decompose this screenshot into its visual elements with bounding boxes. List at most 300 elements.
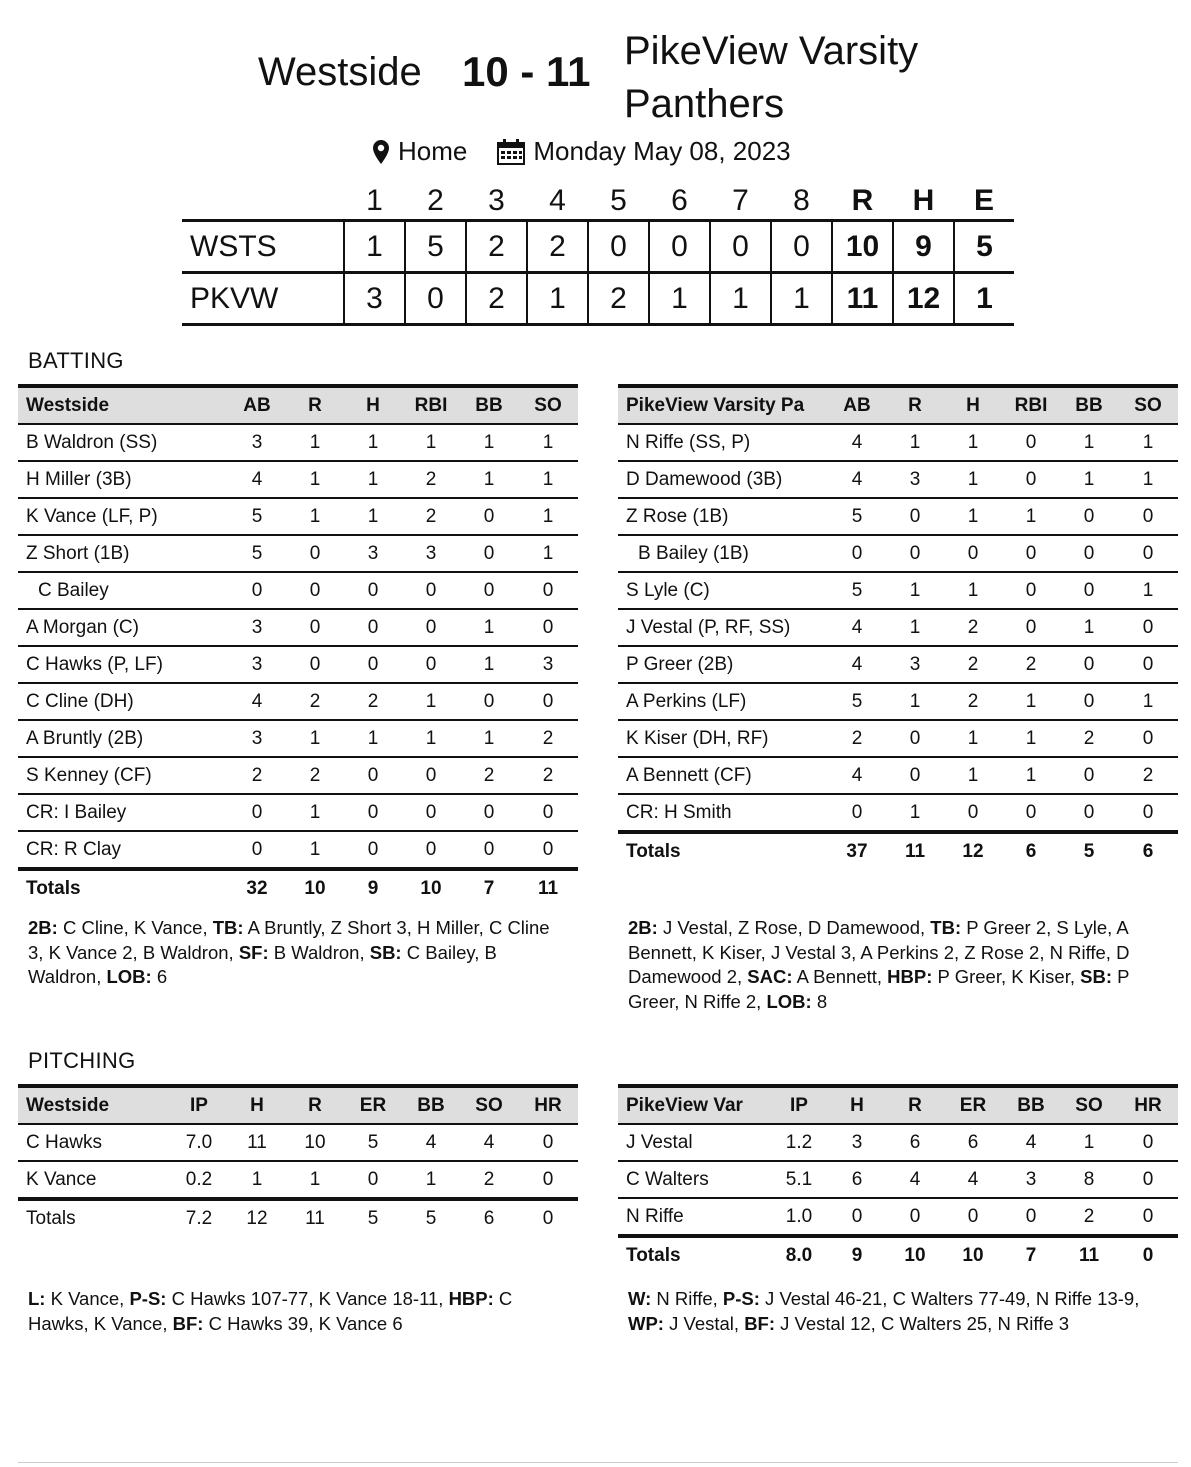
stat-value: 3: [425, 542, 437, 564]
stat-value: 0: [909, 505, 921, 527]
stat-value: 1: [425, 690, 437, 712]
totals-label: Totals: [626, 1244, 681, 1266]
batting-row: [18, 535, 578, 572]
total-value: 9: [851, 1244, 863, 1266]
pitching-row: [618, 1124, 1178, 1161]
stat-value: 8: [1083, 1168, 1095, 1190]
note-label: HBP:: [887, 966, 933, 987]
stat-value: 4: [425, 1131, 437, 1153]
stat-value: 2: [1083, 1205, 1095, 1227]
stat-value: 0: [542, 801, 554, 823]
inning-runs: 3: [344, 273, 405, 325]
stat-value: 0: [851, 1205, 863, 1227]
inning-runs: 0: [710, 221, 771, 273]
total-value: 6: [483, 1207, 495, 1229]
batting-section-title: BATTING: [28, 348, 124, 373]
player-name: CR: I Bailey: [26, 801, 127, 823]
total-value: 8.0: [785, 1244, 813, 1266]
stat-value: 1: [542, 468, 554, 490]
stat-value: 0: [1142, 1131, 1154, 1153]
batting-row: [618, 461, 1178, 498]
stat-value: 0: [1142, 505, 1154, 527]
stat-value: 1: [542, 431, 554, 453]
batting-row: [18, 498, 578, 535]
stat-value: 0: [851, 542, 863, 564]
player-name: K Kiser (DH, RF): [626, 727, 769, 749]
stat-value: 1: [1142, 579, 1154, 601]
stat-value: 6: [967, 1131, 979, 1153]
inning-runs: 1: [344, 221, 405, 273]
stat-value: 1: [483, 468, 495, 490]
note-label: BF:: [172, 1312, 204, 1334]
totals-label: Totals: [26, 877, 81, 899]
runs-header: R: [851, 184, 874, 217]
total-value: 7.2: [185, 1207, 213, 1229]
stat-value: 0: [425, 616, 437, 638]
stat-value: 4: [967, 1168, 979, 1190]
total-value: 5: [425, 1207, 437, 1229]
stat-value: 1: [1083, 468, 1095, 490]
stat-value: 3: [251, 653, 263, 675]
date-label: Monday May 08, 2023: [533, 136, 791, 166]
stat-value: 0: [1025, 468, 1037, 490]
batting-row: [618, 535, 1178, 572]
total-value: 11: [1078, 1244, 1100, 1266]
player-name: CR: H Smith: [626, 801, 732, 823]
stat-value: 1: [309, 468, 321, 490]
total-value: 0: [1142, 1244, 1154, 1266]
stat-value: 0: [483, 801, 495, 823]
stat-value: 0: [1083, 764, 1095, 786]
stat-value: 0: [367, 801, 379, 823]
stat-value: 1: [309, 431, 321, 453]
stat-value: 4: [851, 468, 863, 490]
stat-value: 5: [851, 505, 863, 527]
batting-notes-home: [628, 916, 1168, 1014]
stat-value: 1: [1083, 1131, 1095, 1153]
note-label: P-S:: [129, 1288, 167, 1309]
player-name: K Vance (LF, P): [26, 505, 158, 527]
note-label: L:: [28, 1288, 46, 1309]
stat-value: 6: [909, 1131, 921, 1153]
stat-value: 0: [425, 653, 437, 675]
stat-value: 0: [425, 838, 437, 860]
stat-value: 1.0: [785, 1205, 813, 1227]
inning-runs: 2: [466, 273, 527, 325]
stat-value: 4: [851, 616, 863, 638]
stat-value: 2: [367, 690, 379, 712]
stat-value: 1: [309, 838, 321, 860]
stat-value: 2: [967, 690, 979, 712]
inning-header: 7: [732, 184, 749, 217]
stat-value: 0: [1083, 505, 1095, 527]
note-label: SB:: [1080, 966, 1113, 987]
stat-column-header: SO: [475, 1094, 503, 1116]
note-text: P Greer, N Riffe 2,: [628, 966, 1130, 1012]
note-text: C Hawks 107-77, K Vance 18-11,: [166, 1288, 449, 1309]
stat-value: 4: [909, 1168, 921, 1190]
stat-value: 5: [367, 1131, 379, 1153]
pitching-header-row: [18, 1086, 578, 1124]
player-name: D Damewood (3B): [626, 468, 783, 490]
player-name: H Miller (3B): [26, 468, 132, 490]
stat-value: 0: [542, 1131, 554, 1153]
stat-value: 0: [425, 764, 437, 786]
stat-column-header: ER: [359, 1094, 387, 1116]
batting-row: [618, 794, 1178, 832]
stat-value: 0: [967, 801, 979, 823]
stat-value: 1: [1142, 468, 1154, 490]
pitching-notes-home: [628, 1287, 1168, 1336]
player-name: C Hawks: [26, 1131, 103, 1153]
player-name: J Vestal: [626, 1131, 693, 1153]
stat-column-header: SO: [1075, 1094, 1103, 1116]
stat-value: 4: [851, 764, 863, 786]
stat-value: 0: [1083, 653, 1095, 675]
inning-header: 3: [488, 184, 505, 217]
stat-column-header: BB: [1075, 394, 1103, 416]
stat-column-header: AB: [243, 394, 271, 416]
note-label: HBP:: [448, 1288, 494, 1309]
stat-value: 4: [483, 1131, 495, 1153]
note-text: J Vestal 12, C Walters 25, N Riffe 3: [775, 1312, 1070, 1334]
pitching-row: [618, 1161, 1178, 1198]
note-text: A Bruntly, Z Short 3, H Miller, C Cline 3, K Vance 2, B Waldron,: [28, 917, 550, 963]
stat-value: 1: [367, 727, 379, 749]
pitching-section-title: PITCHING: [28, 1048, 136, 1073]
location-label: Home: [398, 136, 468, 166]
player-name: C Walters: [626, 1168, 709, 1190]
stat-value: 0: [967, 542, 979, 564]
player-name: C Bailey: [38, 579, 109, 601]
player-name: K Vance: [26, 1168, 97, 1190]
stat-value: 1: [1083, 431, 1095, 453]
stat-value: 0: [909, 764, 921, 786]
total-value: 5: [1083, 840, 1095, 862]
stat-value: 2: [542, 727, 554, 749]
player-name: Z Rose (1B): [626, 505, 729, 527]
stat-column-header: R: [308, 394, 322, 416]
note-text: K Vance,: [45, 1288, 130, 1309]
player-name: B Waldron (SS): [26, 431, 158, 453]
stat-value: 0: [309, 542, 321, 564]
total-value: 11: [537, 877, 559, 899]
note-label: SF:: [238, 941, 269, 963]
stat-column-header: BB: [1017, 1094, 1045, 1116]
stat-value: 1: [967, 468, 979, 490]
inning-runs: 1: [649, 273, 710, 325]
stat-value: 2: [425, 505, 437, 527]
note-text: J Vestal 46-21, C Walters 77-49, N Riffe 13-9,: [759, 1288, 1140, 1309]
note-text: C Cline, K Vance,: [57, 917, 213, 938]
stat-value: 0: [1025, 579, 1037, 601]
stat-value: 1: [309, 505, 321, 527]
batting-row: [18, 831, 578, 869]
stat-value: 1: [425, 727, 437, 749]
stat-value: 4: [851, 431, 863, 453]
stat-column-header: SO: [534, 394, 562, 416]
stat-value: 5: [851, 690, 863, 712]
total-value: 10: [904, 1244, 926, 1266]
stat-value: 0: [483, 690, 495, 712]
player-name: C Cline (DH): [26, 690, 134, 712]
stat-value: 0: [425, 801, 437, 823]
stat-value: 0: [367, 616, 379, 638]
note-label: TB:: [212, 917, 244, 938]
inning-runs: 1: [771, 273, 832, 325]
stat-column-header: R: [908, 394, 922, 416]
total-value: 10: [962, 1244, 984, 1266]
stat-value: 0: [1083, 579, 1095, 601]
total-runs: 10: [832, 221, 893, 273]
map-pin-icon: [372, 139, 390, 165]
stat-value: 1: [542, 505, 554, 527]
inning-runs: 0: [649, 221, 710, 273]
stat-column-header: AB: [843, 394, 871, 416]
player-name: J Vestal (P, RF, SS): [626, 616, 791, 638]
stat-value: 0: [1025, 801, 1037, 823]
note-label: 2B:: [628, 917, 658, 938]
total-errors: 5: [976, 229, 993, 263]
stat-value: 0: [1083, 542, 1095, 564]
stat-value: 1: [425, 431, 437, 453]
stat-value: 4: [851, 653, 863, 675]
stat-value: 0: [1025, 1205, 1037, 1227]
stat-value: 2: [967, 616, 979, 638]
inning-runs: 0: [588, 221, 649, 273]
player-name: S Lyle (C): [626, 579, 710, 601]
pitching-totals-row: [618, 1236, 1178, 1273]
stat-value: 0: [367, 1168, 379, 1190]
stat-value: 3: [251, 431, 263, 453]
linescore-row-home: [182, 273, 1014, 325]
stat-value: 3: [251, 616, 263, 638]
stat-value: 1: [967, 579, 979, 601]
stat-value: 0: [251, 801, 263, 823]
note-text: B Waldron,: [268, 941, 370, 963]
errors-header: E: [973, 184, 994, 217]
stat-value: 0: [542, 1168, 554, 1190]
stat-value: 1.2: [785, 1131, 813, 1153]
stat-value: 1: [542, 542, 554, 564]
stat-column-header: ER: [959, 1094, 987, 1116]
stat-value: 1: [1142, 690, 1154, 712]
inning-runs: 2: [527, 221, 588, 273]
inning-runs: 2: [466, 221, 527, 273]
stat-value: 3: [1025, 1168, 1037, 1190]
player-name: A Perkins (LF): [626, 690, 747, 712]
stat-value: 0: [542, 838, 554, 860]
pitching-row: [18, 1124, 578, 1161]
pitching-table-home: [618, 1084, 1178, 1273]
stat-column-header: IP: [190, 1094, 208, 1116]
stat-value: 0.2: [185, 1168, 213, 1190]
home-team-name: PikeView Varsity Panthers: [624, 29, 919, 126]
stat-value: 3: [542, 653, 554, 675]
inning-runs: 0: [405, 273, 466, 325]
stat-value: 0: [483, 542, 495, 564]
note-text: A Bennett,: [792, 966, 888, 987]
stat-value: 4: [251, 468, 263, 490]
stat-value: 3: [909, 653, 921, 675]
note-label: LOB:: [766, 990, 812, 1012]
total-value: 12: [246, 1207, 268, 1229]
stat-value: 0: [1142, 542, 1154, 564]
total-runs: 11: [832, 273, 893, 325]
player-name: S Kenney (CF): [26, 764, 152, 786]
stat-value: 0: [542, 690, 554, 712]
total-value: 7: [483, 877, 495, 899]
total-value: 5: [367, 1207, 379, 1229]
stat-value: 0: [425, 579, 437, 601]
stat-value: 1: [967, 727, 979, 749]
stat-value: 1: [367, 468, 379, 490]
stat-value: 10: [304, 1131, 326, 1153]
batting-row: [618, 646, 1178, 683]
inning-runs: 1: [710, 273, 771, 325]
totals-label: Totals: [26, 1207, 76, 1229]
team-column-header: PikeView Var: [626, 1094, 743, 1116]
stat-value: 1: [967, 764, 979, 786]
linescore-table: [182, 183, 1014, 326]
player-name: P Greer (2B): [626, 653, 734, 675]
stat-value: 0: [483, 579, 495, 601]
total-value: 6: [1142, 840, 1154, 862]
total-hits: 9: [893, 221, 954, 273]
stat-value: 1: [309, 801, 321, 823]
stat-value: 0: [1083, 801, 1095, 823]
stat-value: 3: [909, 468, 921, 490]
player-name: A Bruntly (2B): [26, 727, 144, 749]
note-text: P Greer, K Kiser,: [932, 966, 1081, 987]
stat-column-header: BB: [475, 394, 503, 416]
note-text: C Bailey, B Waldron,: [28, 941, 497, 987]
stat-value: 0: [367, 653, 379, 675]
inning-runs: 1: [527, 273, 588, 325]
stat-value: 0: [251, 579, 263, 601]
final-score: 10 - 11: [462, 48, 591, 95]
inning-header: 6: [671, 184, 688, 217]
stat-value: 1: [309, 1168, 321, 1190]
stat-value: 1: [1025, 690, 1037, 712]
player-name: B Bailey (1B): [638, 542, 749, 564]
team-column-header: Westside: [26, 394, 110, 416]
team-column-header: Westside: [26, 1094, 110, 1116]
batting-row: [618, 757, 1178, 794]
stat-value: 0: [1142, 616, 1154, 638]
stat-value: 2: [967, 653, 979, 675]
stat-value: 2: [1083, 727, 1095, 749]
stat-value: 0: [1025, 616, 1037, 638]
total-value: 7: [1025, 1244, 1037, 1266]
stat-value: 1: [483, 431, 495, 453]
total-errors: 1: [976, 281, 993, 315]
bottom-divider: [18, 1462, 1178, 1463]
stat-value: 0: [967, 1205, 979, 1227]
stat-value: 1: [1025, 764, 1037, 786]
batting-row: [618, 424, 1178, 461]
stat-value: 1: [251, 1168, 263, 1190]
note-label: WP:: [628, 1312, 664, 1334]
inning-header: 8: [793, 184, 810, 217]
stat-value: 2: [483, 1168, 495, 1190]
batting-row: [618, 609, 1178, 646]
batting-row: [618, 572, 1178, 609]
note-text: 6: [151, 966, 168, 987]
pitching-totals-row: [18, 1199, 578, 1236]
linescore-row-away: [182, 221, 1014, 273]
stat-value: 1: [909, 616, 921, 638]
stat-value: 0: [542, 579, 554, 601]
inning-header: 5: [610, 184, 627, 217]
stat-value: 1: [483, 616, 495, 638]
team-abbrev: PKVW: [182, 273, 344, 325]
note-label: P-S:: [722, 1288, 760, 1309]
batting-row: [18, 461, 578, 498]
stat-value: 1: [909, 579, 921, 601]
stat-column-header: HR: [534, 1094, 562, 1116]
stat-value: 0: [1142, 653, 1154, 675]
note-text: C Hawks, K Vance,: [28, 1288, 513, 1334]
stat-value: 1: [909, 801, 921, 823]
stat-value: 2: [542, 764, 554, 786]
stat-value: 5: [851, 579, 863, 601]
note-label: W:: [628, 1288, 652, 1309]
pitching-row: [18, 1161, 578, 1199]
stat-value: 0: [367, 579, 379, 601]
hits-header: H: [912, 184, 935, 217]
stat-value: 11: [247, 1131, 267, 1153]
game-header: [0, 0, 1191, 130]
player-name: C Hawks (P, LF): [26, 653, 163, 675]
batting-row: [618, 720, 1178, 757]
stat-value: 0: [1142, 1168, 1154, 1190]
note-text: J Vestal, Z Rose, D Damewood,: [657, 917, 931, 938]
stat-value: 0: [1025, 542, 1037, 564]
batting-notes-away: [28, 916, 568, 990]
stat-column-header: R: [308, 1094, 322, 1116]
stat-value: 2: [425, 468, 437, 490]
note-text: C Hawks 39, K Vance 6: [203, 1312, 403, 1334]
stat-value: 0: [367, 838, 379, 860]
stat-value: 1: [483, 653, 495, 675]
stat-value: 2: [851, 727, 863, 749]
stat-value: 2: [251, 764, 263, 786]
batting-header-row: [618, 386, 1178, 424]
pitching-row: [618, 1198, 1178, 1236]
inning-runs: 2: [588, 273, 649, 325]
team-abbrev: WSTS: [182, 221, 344, 273]
stat-value: 5: [251, 505, 263, 527]
batting-header-row: [18, 386, 578, 424]
stat-value: 0: [542, 616, 554, 638]
stat-value: 7.0: [185, 1131, 213, 1153]
total-value: 9: [367, 877, 379, 899]
note-label: TB:: [930, 917, 962, 938]
stat-value: 0: [1142, 1205, 1154, 1227]
player-name: A Morgan (C): [26, 616, 139, 638]
stat-value: 0: [309, 653, 321, 675]
note-label: 2B:: [28, 917, 58, 938]
inning-runs: 5: [405, 221, 466, 273]
stat-value: 2: [1025, 653, 1037, 675]
total-value: 10: [304, 877, 326, 899]
stat-value: 0: [1142, 801, 1154, 823]
stat-value: 0: [909, 542, 921, 564]
batting-row: [618, 683, 1178, 720]
stat-value: 1: [483, 727, 495, 749]
stat-value: 6: [851, 1168, 863, 1190]
